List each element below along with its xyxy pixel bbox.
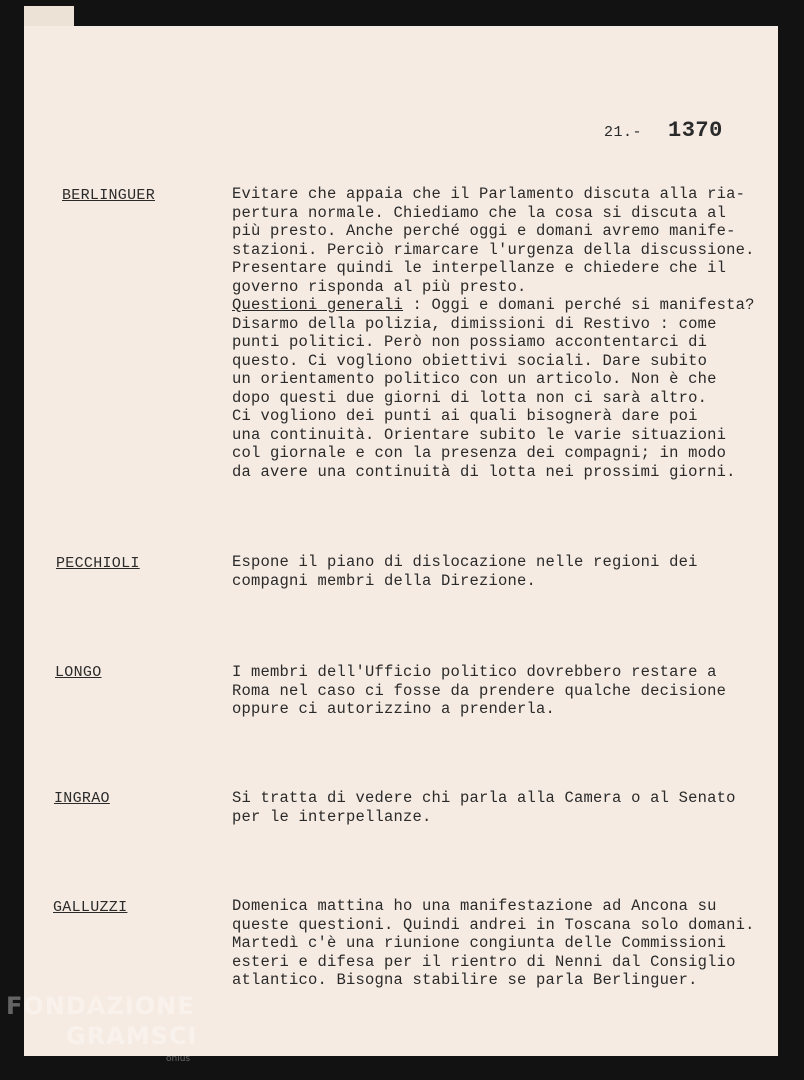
text-line: Roma nel caso ci fosse da prendere qualche decisione: [232, 681, 727, 700]
speaker-name: BERLINGUER: [62, 187, 156, 204]
text-line: compagni membri della Direzione.: [232, 571, 537, 590]
subheading-rest: : Oggi e domani perché si manifesta?: [403, 296, 755, 314]
text-line: Espone il piano di dislocazione nelle regioni dei: [232, 553, 698, 571]
text-line: Presentare quindi le interpellanze e chiedere che il: [232, 259, 727, 277]
text-line: stazioni. Perciò rimarcare l'urgenza della discussione.: [232, 240, 755, 259]
paper-tab: [24, 6, 74, 28]
page-number-value: 1370: [668, 118, 723, 143]
text-line: queste questioni. Quindi andrei in Toscana solo domani.: [232, 915, 755, 934]
speaker-name: LONGO: [55, 664, 102, 681]
text-line: Disarmo della polizia, dimissioni di Restivo : come: [232, 314, 717, 333]
subheading-line: [232, 296, 772, 315]
text-line: I membri dell'Ufficio politico dovrebbero restare a: [232, 663, 717, 681]
text-line: Evitare che appaia che il Parlamento discuta alla ria-: [232, 185, 746, 203]
watermark-line-2: GRAMSCI: [66, 1022, 198, 1050]
text-line: più presto. Anche perché oggi e domani avremo manife-: [232, 222, 736, 240]
speaker-name: INGRAO: [54, 790, 110, 807]
watermark-line-1: FONDAZIONE: [6, 992, 195, 1020]
page-number: [604, 118, 723, 143]
page-number-prefix: 21.-: [604, 124, 643, 141]
text-line: da avere una continuità di lotta nei prossimi giorni.: [232, 462, 736, 481]
text-line: Si tratta di vedere chi parla alla Camera o al Senato: [232, 789, 736, 807]
document-page: [24, 26, 778, 1056]
text-line: atlantico. Bisogna stabilire se parla Berlinguer.: [232, 971, 698, 989]
text-line: Domenica mattina ho una manifestazione ad Ancona su: [232, 897, 717, 915]
text-line: dopo questi due giorni di lotta non ci sarà altro.: [232, 388, 708, 407]
speaker-name: PECCHIOLI: [56, 555, 140, 572]
speaker-text: [232, 897, 772, 990]
speaker-text: [232, 663, 772, 719]
text-line: punti politici. Però non possiamo accontentarci di: [232, 333, 708, 351]
watermark-line-3: onlus: [166, 1054, 191, 1064]
watermark-logo: [6, 992, 197, 1064]
text-line: Martedì c'è una riunione congiunta delle Commissioni: [232, 934, 727, 952]
speaker-text: [232, 553, 772, 590]
text-line: governo risponda al più presto.: [232, 277, 527, 296]
text-line: un orientamento politico con un articolo. Non è che: [232, 370, 717, 388]
text-line: col giornale e con la presenza dei compagni; in modo: [232, 444, 727, 462]
text-line: esteri e difesa per il rientro di Nenni dal Consiglio: [232, 952, 736, 971]
text-line: una continuità. Orientare subito le varie situazioni: [232, 425, 727, 444]
speaker-text: [232, 789, 772, 826]
subheading: Questioni generali: [232, 296, 404, 314]
speaker-text: [232, 185, 772, 481]
text-line: pertura normale. Chiediamo che la cosa si discuta al: [232, 203, 727, 222]
text-line: questo. Ci vogliono obiettivi sociali. Dare subito: [232, 351, 708, 370]
text-line: Ci vogliono dei punti ai quali bisognerà dare poi: [232, 407, 698, 425]
speaker-name: GALLUZZI: [53, 899, 128, 916]
text-line: oppure ci autorizzino a prenderla.: [232, 700, 556, 718]
text-line: per le interpellanze.: [232, 807, 432, 826]
